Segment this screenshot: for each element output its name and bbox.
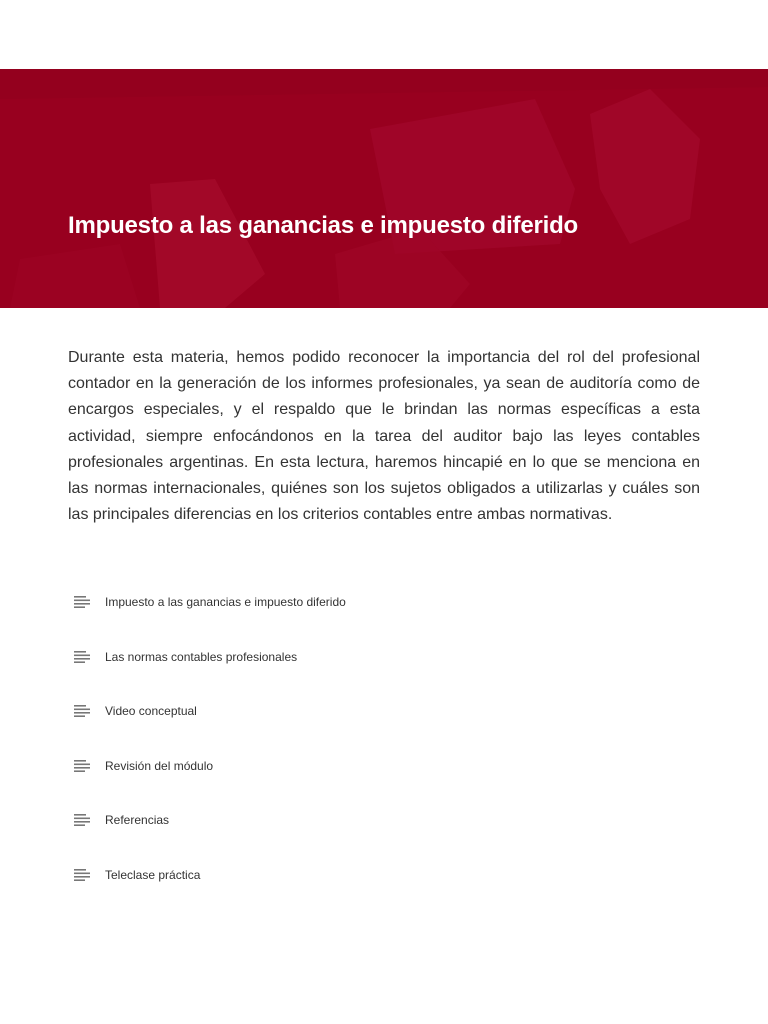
page-title: Impuesto a las ganancias e impuesto diferido	[68, 212, 579, 239]
lesson-item-referencias[interactable]	[0, 792, 768, 847]
text-lines-icon	[74, 596, 90, 608]
lesson-item-video-conceptual[interactable]	[0, 683, 768, 738]
text-lines-icon	[74, 814, 90, 826]
text-lines-icon	[74, 651, 90, 663]
lesson-item-normas-contables[interactable]	[0, 629, 768, 684]
lesson-label: Revisión del módulo	[105, 758, 214, 773]
lesson-item-revision-modulo[interactable]	[0, 738, 768, 793]
lesson-label: Impuesto a las ganancias e impuesto diferido	[105, 595, 346, 609]
lesson-label: Referencias	[105, 813, 170, 827]
lesson-list	[0, 574, 768, 901]
lesson-label: Video conceptual	[105, 704, 197, 718]
intro-paragraph: Durante esta materia, hemos podido reconocer la importancia del rol del profesional contador en la generación de los informes profesionales, ya sean de auditoría como de encargos especiales, y el respaldo que le brindan las normas específicas a esta actividad, siempre enfocándonos en la tarea del auditor bajo las leyes contables profesionales argentinas. En esta lectura, haremos hincapié en lo que se menciona en las normas internacionales, quiénes son los sujetos obligados a utilizarlas y cuáles son las principales diferencias en los criterios contables entre ambas normativas.	[68, 349, 700, 524]
text-lines-icon	[74, 869, 90, 881]
text-lines-icon	[74, 705, 90, 717]
hero-banner	[0, 69, 768, 308]
text-lines-icon	[74, 760, 90, 772]
lesson-label: Teleclase práctica	[105, 867, 201, 882]
lesson-label: Las normas contables profesionales	[105, 649, 298, 664]
hero-background-image	[0, 69, 768, 308]
lesson-item-teleclase-practica[interactable]	[0, 847, 768, 902]
lesson-item-impuesto-ganancias[interactable]	[0, 574, 768, 629]
